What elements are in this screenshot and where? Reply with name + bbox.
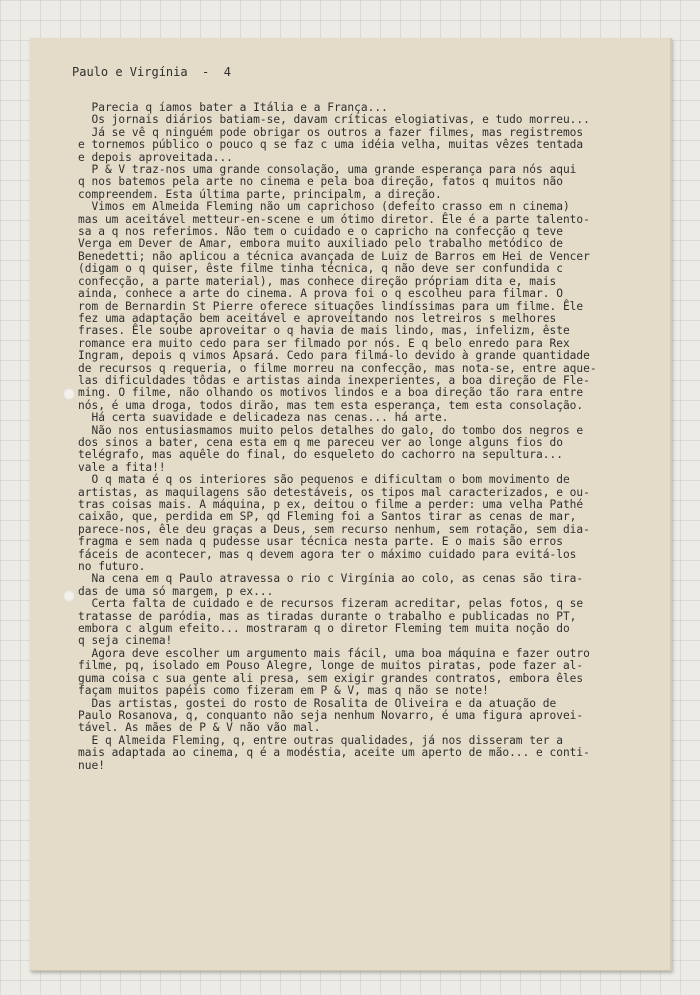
text-line: Benedetti; não aplicou a técnica avançada de Luiz de Barros em Hei de Vencer <box>78 249 590 263</box>
text-line: parece-nos, êle deu graças a Deus, sem recurso nenhum, sem rotação, sem dia- <box>78 522 590 536</box>
text-line: embora c algum efeito... mostraram q o diretor Fleming tem muita noção do <box>78 622 570 636</box>
typewritten-page <box>30 38 672 971</box>
text-line: filme, pq, isolado em Pouso Alegre, longe de muitos piratas, pode fazer al- <box>78 659 584 673</box>
text-line: nue! <box>78 758 105 772</box>
text-line: fez uma adaptação bem aceitável e aproveitando nos letreiros s melhores <box>78 311 557 325</box>
text-line: mais adaptada ao cinema, q é a modéstia, aceite um aperto de mão... e conti- <box>78 746 590 760</box>
text-line: façam muitos papéis como fizeram em P & V, mas q não se note! <box>78 684 489 698</box>
text-line: caixão, que, perdida em SP, qd Fleming foi a Santos tirar as cenas de mar, <box>78 510 577 524</box>
text-line: Das artistas, gostei do rosto de Rosalita de Oliveira e da atuação de <box>78 696 557 710</box>
text-line: Os jornais diários batiam-se, davam críticas elogiativas, e tudo morreu... <box>78 113 590 127</box>
text-line: Vimos em Almeida Fleming não um caprichoso (defeito crasso em n cinema) <box>78 200 570 214</box>
text-line: las dificuldades tôdas e artistas ainda inexperientes, a boa direção de Fle- <box>78 373 590 387</box>
text-line: rom de Bernardin St Pierre oferece situações lindíssimas para um filme. Êle <box>78 299 584 313</box>
text-line: romance era muito cedo para ser filmado por nós. E q belo enredo para Rex <box>78 336 570 350</box>
text-line: q nos batemos pela arte no cinema e pela boa direção, fatos q muitos não <box>78 175 563 189</box>
text-line: e depois aproveitada... <box>78 150 233 164</box>
text-line: Ingram, depois q vimos Apsará. Cedo para filmá-lo devido à grande quantidade <box>78 349 590 363</box>
text-line: fragma e sem nada q pudesse usar técnica nesta parte. E o mais são erros <box>78 535 563 549</box>
text-line: O q mata é q os interiores são pequenos e dificultam o bom movimento de <box>78 473 570 487</box>
page-header: Paulo e Virgínia - 4 <box>72 65 231 79</box>
text-line: mas um aceitável metteur-en-scene e um ótimo diretor. Êle é a parte talento- <box>78 212 590 226</box>
text-line: dos sinos a bater, cena esta em q me pareceu ver ao longe alguns fios do <box>78 435 563 449</box>
text-line: tras coisas mais. A máquina, p ex, deitou o filme a perder: uma velha Pathé <box>78 498 584 511</box>
punch-hole-lower <box>63 590 75 602</box>
text-line: Já se vê q ninguém pode obrigar os outros a fazer filmes, mas registremos <box>78 125 584 139</box>
text-line: Agora deve escolher um argumento mais fácil, uma boa máquina e fazer outro <box>78 646 590 660</box>
text-line: frases. Êle soube aproveitar o q havia de mais lindo, mas, infelizm, êste <box>78 324 570 338</box>
text-line: P & V traz-nos uma grande consolação, uma grande esperança para nós aqui <box>78 163 577 177</box>
text-line: nós, é uma droga, todos dirão, mas tem esta esperança, tem esta consolação. <box>78 398 584 412</box>
text-line: vale a fita!! <box>78 460 166 474</box>
text-line: Há certa suavidade e delicadeza nas cenas... há arte. <box>78 411 449 425</box>
text-line: confecção, a parte material), mas conhece direção própriam dita e, mais <box>78 274 557 288</box>
text-line: Não nos entusiasmamos muito pelos detalhes do galo, do tombo dos negros e <box>78 423 584 437</box>
text-line: guma coisa c sua gente ali presa, sem exigir grandes contratos, embora êles <box>78 671 584 685</box>
text-line: sa a q nos referimos. Não tem o cuidado e o capricho na confecção q teve <box>78 225 563 239</box>
text-line: compreendem. Esta última parte, principalm, a direção. <box>78 187 442 201</box>
text-line: das de uma só margem, p ex... <box>78 584 274 598</box>
text-line: tratasse de paródia, mas as tiradas durante o trabalho e publicadas no PT, <box>78 609 577 623</box>
text-line: artistas, as maquilagens são detestáveis, os tipos mal caracterizados, e ou- <box>78 485 590 499</box>
text-line: de recursos q requeria, o filme morreu na confecção, mas nota-se, entre aque- <box>78 361 597 375</box>
text-line: no futuro. <box>78 560 146 574</box>
text-line: (digam o q quiser, êste filme tinha técnica, q não deve ser confundida c <box>78 262 563 276</box>
text-line: ming. O filme, não olhando os motivos lindos e a boa direção tão rara entre <box>78 386 584 400</box>
text-line: tável. As mães de P & V não vão mal. <box>78 721 321 735</box>
body-text <box>78 102 664 772</box>
text-line: Verga em Dever de Amar, embora muito auxiliado pelo trabalho metódico de <box>78 237 563 251</box>
text-line: ainda, conhece a arte do cinema. A prova foi o q escolheu para filmar. O <box>78 287 563 301</box>
text-line: q seja cinema! <box>78 634 173 648</box>
punch-hole-upper <box>63 388 75 400</box>
text-line: Na cena em q Paulo atravessa o rio c Virgínia ao colo, as cenas são tira- <box>78 572 584 586</box>
text-line: Certa falta de cuidado e de recursos fizeram acreditar, pelas fotos, q se <box>78 597 584 611</box>
text-line: e tornemos público o pouco q se faz c uma idéia velha, muitas vêzes tentada <box>78 138 584 152</box>
text-line: Paulo Rosanova, q, conquanto não seja nenhum Novarro, é uma figura aprovei- <box>78 708 584 722</box>
text-line: fáceis de acontecer, mas q devem agora ter o máximo cuidado para evitá-los <box>78 547 577 561</box>
text-line: E q Almeida Fleming, q, entre outras qualidades, já nos disseram ter a <box>78 733 563 747</box>
text-line: Parecia q íamos bater a Itália e a França... <box>78 101 388 114</box>
text-line: telégrafo, mas aquêle do final, do esqueleto do cachorro na sepultura... <box>78 448 563 462</box>
